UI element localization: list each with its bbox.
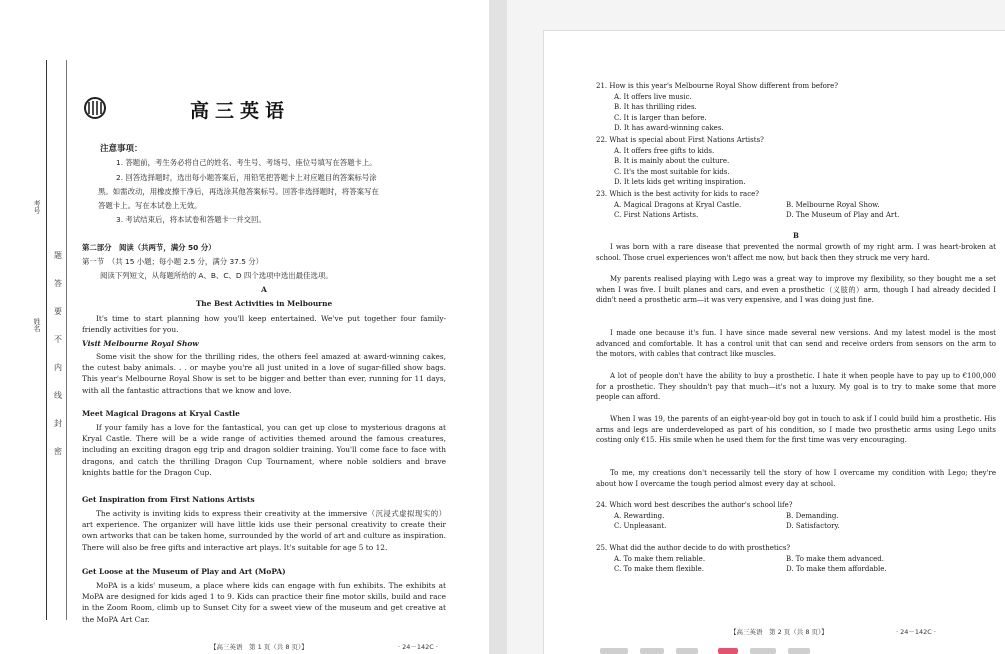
page-footer-code: · 24－142C · bbox=[398, 643, 438, 651]
option: C. First Nations Artists. bbox=[614, 211, 699, 220]
page-gap bbox=[489, 0, 507, 654]
toolbar-button-active[interactable] bbox=[718, 648, 738, 654]
notice-line: 3. 考试结束后，将本试卷和答题卡一并交回。 bbox=[116, 215, 266, 224]
binding-line bbox=[66, 60, 67, 620]
option: B. It is mainly about the culture. bbox=[614, 157, 730, 166]
exam-page-2 bbox=[507, 0, 1005, 654]
instruction: 阅读下列短文，从每题所给的 A、B、C、D 四个选项中选出最佳选项。 bbox=[100, 271, 333, 280]
question-21 bbox=[596, 81, 966, 134]
option: B. To make them advanced. bbox=[786, 554, 884, 563]
section-body: Some visit the show for the thrilling rides, the others feel amazed at award-winning cakes, the cutest baby animals. . . or maybe you're all just united in a love of sugar-filled show bags. This year's Melbourne Royal Show is set to be bigger and better than ever, running for 11 days, with all the fantastic attractions that we know and love. bbox=[82, 352, 446, 395]
publisher-logo-icon bbox=[80, 96, 110, 120]
option: A. Rewarding. bbox=[614, 511, 665, 520]
binding-char: 密 bbox=[54, 447, 62, 456]
option: D. To make them affordable. bbox=[786, 565, 887, 574]
subsection-heading: 第一节 （共 15 小题；每小题 2.5 分，满分 37.5 分） bbox=[82, 257, 264, 266]
passage-paragraph: A lot of people don't have the ability to buy a prosthetic. I hate it when people have to pay up to €100,000 for a prosthetic. They shouldn't pay that much—it's not a luxury. My goal is to try to make some that more people can afford. bbox=[596, 372, 996, 402]
section-head: Get Loose at the Museum of Play and Art (MoPA) bbox=[82, 567, 286, 576]
notice-line: 黑。如需改动，用橡皮擦干净后，再选涂其他答案标号。回答非选择题时，将答案写在 bbox=[98, 187, 379, 196]
notice-line: 答题卡上。写在本试卷上无效。 bbox=[98, 201, 202, 210]
option: A. It offers live music. bbox=[614, 92, 692, 101]
notice-line: 2. 回答选择题时，选出每小题答案后，用铅笔把答题卡上对应题目的答案标号涂 bbox=[116, 173, 377, 182]
binding-label-exam-number: 考号 bbox=[33, 200, 41, 214]
toolbar-button[interactable] bbox=[640, 648, 664, 654]
option: A. To make them reliable. bbox=[614, 554, 706, 563]
toolbar-button[interactable] bbox=[788, 648, 810, 654]
option: A. Magical Dragons at Kryal Castle. bbox=[614, 200, 742, 209]
option: A. It offers free gifts to kids. bbox=[614, 146, 715, 155]
option: C. It is larger than before. bbox=[614, 113, 707, 122]
passage-paragraph: I was born with a rare disease that prevented the normal growth of my right arm. I was heart-broken at school. Those cruel experiences won't affect me now, but back then they struck me very hard. bbox=[596, 243, 996, 262]
question-22 bbox=[596, 135, 966, 188]
option: D. It has award-winning cakes. bbox=[614, 124, 724, 133]
section-head: Get Inspiration from First Nations Artists bbox=[82, 495, 255, 504]
question-stem: 22. What is special about First Nations Artists? bbox=[596, 136, 764, 144]
binding-char: 封 bbox=[54, 419, 62, 428]
toolbar-button[interactable] bbox=[600, 648, 628, 654]
option: D. It lets kids get writing inspiration. bbox=[614, 178, 746, 187]
option: B. Demanding. bbox=[786, 511, 839, 520]
binding-char: 线 bbox=[54, 391, 62, 400]
option: B. Melbourne Royal Show. bbox=[786, 200, 880, 209]
passage-intro: It's time to start planning how you'll keep entertained. We've put together four family-friendly activities for you. bbox=[82, 314, 446, 335]
binding-char: 不 bbox=[54, 335, 62, 344]
passage-paragraph: My parents realised playing with Lego was a great way to improve my flexibility, so they bought me a set when I was five. I built planes and cars, and even a prosthetic（义肢的）arm, though I had already decided I didn't need a prosthetic arm—it was very expensive, and I was doing just fine. bbox=[596, 275, 996, 305]
passage-title: The Best Activities in Melbourne bbox=[195, 299, 333, 308]
binding-char: 答 bbox=[54, 279, 62, 288]
section-head: Meet Magical Dragons at Kryal Castle bbox=[82, 409, 240, 418]
binding-margin bbox=[18, 60, 68, 620]
passage-paragraph: When I was 19, the parents of an eight-year-old boy got in touch to ask if I could build him a prosthetic. His arms and legs are underdeveloped as part of his condition, so I made two prosthetic arms using Lego units costing only €15. His smile when he used them for the first time was very encouraging. bbox=[596, 415, 996, 445]
notice-line: 1. 答题前，考生务必将自己的姓名、考生号、考场号、座位号填写在答题卡上。 bbox=[116, 158, 377, 167]
toolbar-button[interactable] bbox=[750, 648, 776, 654]
binding-chars bbox=[52, 250, 64, 474]
question-24 bbox=[596, 500, 976, 532]
section-head: Visit Melbourne Royal Show bbox=[82, 339, 199, 348]
option: C. Unpleasant. bbox=[614, 522, 667, 531]
question-stem: 23. Which is the best activity for kids to race? bbox=[596, 190, 760, 198]
question-23 bbox=[596, 189, 976, 221]
passage-letter: A bbox=[261, 285, 267, 294]
option: C. To make them flexible. bbox=[614, 565, 704, 574]
viewer-toolbar[interactable] bbox=[600, 648, 840, 654]
passage-paragraph: I made one because it's fun. I have since made several new versions. And my latest model is the most advanced and comfortable. It has a control unit that can send and receive orders from sensors on the arm to the motors, with cables that contract like muscles. bbox=[596, 329, 996, 359]
section-body: MoPA is a kids' museum, a place where kids can engage with fun exhibits. The exhibits at MoPA are designed for kids aged 1 to 9. Kids can practice their fine motor skills, build and race in the Zoom Room, climb up to Sunset City for a sweet view of the museum and get creative at the MoPA Art Car. bbox=[82, 581, 446, 624]
page-footer: 【高三英语 第 1 页（共 8 页）】 bbox=[210, 643, 308, 651]
binding-char: 题 bbox=[54, 251, 62, 260]
section-body: If your family has a love for the fantastical, you can get up close to mysterious dragons at Kryal Castle. There will be a wide range of activities themed around the famous creatures, including an exciting dragon egg trip and dragon soldier training. You'll come face to face with dragons, and catch the thrilling Dragon Cup Tournament, where noble soldiers and brave knights battle for the Dragon Cup. bbox=[82, 423, 446, 477]
question-stem: 25. What did the author decide to do with prosthetics? bbox=[596, 544, 791, 552]
option: D. The Museum of Play and Art. bbox=[786, 211, 900, 220]
question-25 bbox=[596, 543, 976, 575]
option: C. It's the most suitable for kids. bbox=[614, 167, 730, 176]
passage-letter: B bbox=[793, 231, 799, 240]
page-footer: 【高三英语 第 2 页（共 8 页）】 bbox=[730, 628, 828, 636]
passage-paragraph: To me, my creations don't necessarily tell the story of how I overcame my condition with Lego; they're about how I overcame the tough period almost every day at school. bbox=[596, 469, 996, 488]
option: B. It has thrilling rides. bbox=[614, 103, 697, 112]
exam-title: 高三英语 bbox=[190, 100, 291, 122]
binding-line bbox=[46, 60, 47, 620]
section-body: The activity is inviting kids to express their creativity at the immersive（沉浸式虚拟现实的）art experience. The organizer will have little kids use their personal creativity to create their own artworks that can be taken home, surrounded by the world of art and culture as inspiration. There will also be free gifts and interactive art plays. It's suitable for age 5 to 12. bbox=[82, 509, 446, 552]
question-stem: 24. Which word best describes the author's school life? bbox=[596, 501, 793, 509]
binding-label-name: 姓名 bbox=[33, 318, 41, 332]
page-footer-code: · 24－142C · bbox=[896, 628, 936, 636]
option: D. Satisfactory. bbox=[786, 522, 840, 531]
binding-char: 内 bbox=[54, 363, 62, 372]
exam-page-1 bbox=[0, 0, 489, 654]
notice-title: 注意事项： bbox=[100, 144, 143, 154]
question-stem: 21. How is this year's Melbourne Royal Show different from before? bbox=[596, 82, 839, 90]
section-heading: 第二部分 阅读（共两节，满分 50 分） bbox=[82, 243, 216, 252]
toolbar-button[interactable] bbox=[676, 648, 698, 654]
binding-char: 要 bbox=[54, 307, 62, 316]
page-sheet bbox=[543, 30, 1005, 654]
